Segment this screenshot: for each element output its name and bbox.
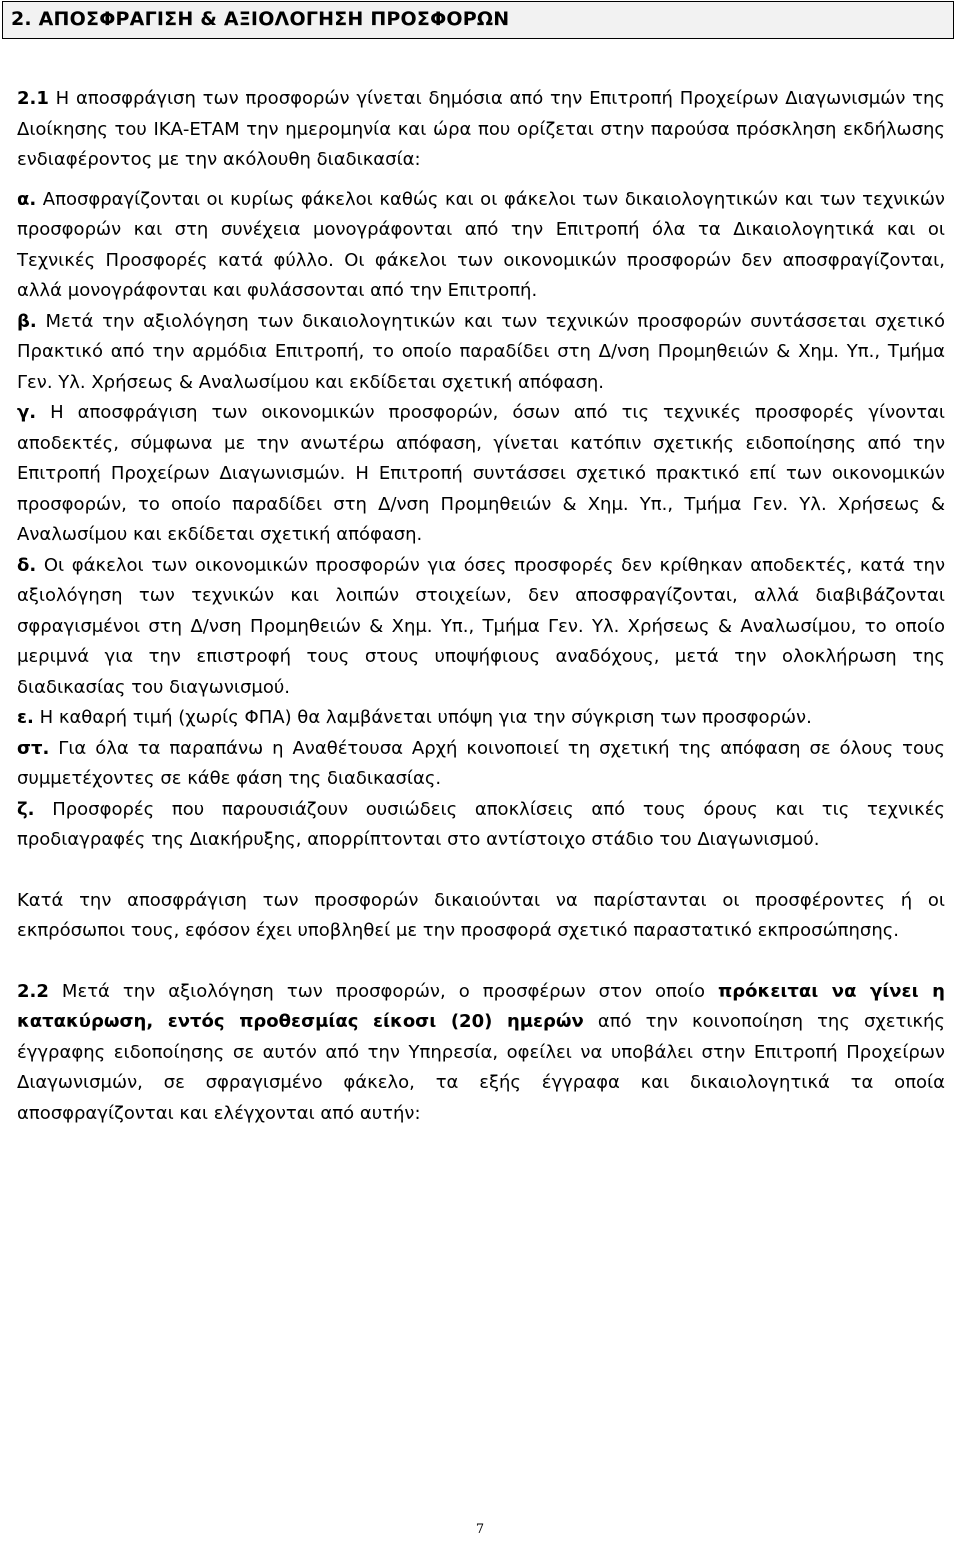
item-text: Η καθαρή τιμή (χωρίς ΦΠΑ) θα λαμβάνεται υπόψη για την σύγκριση των προσφορών.: [33, 707, 812, 728]
document-body: [17, 84, 945, 1129]
item-label: δ.: [17, 554, 37, 576]
item-text: Για όλα τα παραπάνω η Αναθέτουσα Αρχή κοινοποιεί τη σχετική της απόφαση σε όλους τους συμμετέχοντες σε κάθε φάση της διαδικασίας.: [17, 737, 945, 789]
paragraph-bold-text: πρόκειται να γίνει η κατακύρωση, εντός προθεσμίας είκοσι (20) ημερών: [17, 980, 945, 1032]
item-text: Μετά την αξιολόγηση των δικαιολογητικών και των τεχνικών προσφορών συντάσσεται σχετικό Πρακτικό από την αρμόδια Επιτροπή, το οποίο παραδίδει στη Δ/νση Προμηθειών & Χημ. Υπ., Τμήμα Γεν. Υλ. Χρήσεως & Αναλωσίμου και εκδίδεται σχετική απόφαση.: [17, 310, 945, 393]
item-label: ζ.: [17, 798, 35, 820]
page-number: 7: [475, 1522, 485, 1537]
list-item-a: [17, 185, 945, 307]
paragraph-number: 2.1: [17, 88, 49, 109]
paragraph-text-after: από την κοινοποίηση της σχετικής έγγραφης ειδοποίησης σε αυτόν από την Υπηρεσία, οφείλει να υποβάλει στην Επιτροπή Προχείρων Διαγωνισμών, σε σφραγισμένο φάκελο, τα εξής έγγραφα και δικαιολογητικά τα οποία αποσφραγίζονται και ελέγχονται από αυτήν:: [17, 1011, 945, 1124]
item-text: Αποσφραγίζονται οι κυρίως φάκελοι καθώς και οι φάκελοι των δικαιολογητικών και των τεχνικών προσφορών και στη συνέχεια μονογράφονται από την Επιτροπή όλα τα Δικαιολογητικά και οι Τεχνικές Προσφορές κατά φύλλο. Οι φάκελοι των οικονομικών προσφορών δεν αποσφραγίζονται, αλλά μονογράφονται και φυλάσσονται από την Επιτροπή.: [17, 188, 945, 301]
list-item-c: [17, 398, 945, 551]
list-item-z: [17, 795, 945, 856]
item-text: Προσφορές που παρουσιάζουν ουσιώδεις αποκλίσεις από τους όρους και τις τεχνικές προδιαγραφές της Διακήρυξης, απορρίπτονται στο αντίστοιχο στάδιο του Διαγωνισμού.: [17, 798, 945, 850]
item-label: γ.: [17, 402, 37, 423]
item-label: α.: [17, 188, 37, 210]
paragraph-2-2: [17, 977, 945, 1130]
list-item-d: [17, 551, 945, 704]
paragraph-number: 2.2: [17, 980, 49, 1002]
paragraph-text-before: Μετά την αξιολόγηση των προσφορών, ο προσφέρων στον οποίο: [48, 980, 719, 1002]
paragraph-2-1: [17, 84, 945, 176]
item-label: ε.: [17, 707, 34, 728]
section-title: 2. ΑΠΟΣΦΡΑΓΙΣΗ & ΑΞΙΟΛΟΓΗΣΗ ΠΡΟΣΦΟΡΩΝ: [11, 8, 510, 30]
paragraph-text: Η αποσφράγιση των προσφορών γίνεται δημόσια από την Επιτροπή Προχείρων Διαγωνισμών της Διοίκησης του ΙΚΑ-ΕΤΑΜ την ημερομηνία και ώρα που ορίζεται στην παρούσα πρόσκληση εκδήλωσης ενδιαφέροντος με την ακόλουθη διαδικασία:: [17, 88, 945, 170]
item-label: β.: [17, 310, 37, 332]
list-item-st: [17, 734, 945, 795]
item-label: στ.: [17, 737, 50, 759]
attendance-paragraph: Κατά την αποσφράγιση των προσφορών δικαιούνται να παρίστανται οι προσφέροντες ή οι εκπρόσωποι τους, εφόσον έχει υποβληθεί με την προσφορά σχετικό παραστατικό εκπροσώπησης.: [17, 889, 945, 941]
list-item-e: [17, 703, 945, 734]
item-text: Οι φάκελοι των οικονομικών προσφορών για όσες προσφορές δεν κρίθηκαν αποδεκτές, κατά την αξιολόγηση των τεχνικών και λοιπών στοιχείων, δεν αποσφραγίζονται, αλλά διαβιβάζονται σφραγισμένοι στη Δ/νση Προμηθειών & Χημ. Υπ., Τμήμα Γεν. Υλ. Χρήσεως & Αναλωσίμου, το οποίο μεριμνά για την επιστροφή τους στους υποψήφιους αναδόχους, μετά την ολοκλήρωση της διαδικασίας του διαγωνισμού.: [17, 554, 945, 698]
item-text: Η αποσφράγιση των οικονομικών προσφορών, όσων από τις τεχνικές προσφορές γίνονται αποδεκτές, σύμφωνα με την ανωτέρω απόφαση, γίνεται κατόπιν σχετικής ειδοποίησης από την Επιτροπή Προχείρων Διαγωνισμών. Η Επιτροπή συντάσσει σχετικό πρακτικό επί των οικονομικών προσφορών, το οποίο παραδίδει στη Δ/νση Προμηθειών & Χημ. Υπ., Τμήμα Γεν. Υλ. Χρήσεως & Αναλωσίμου και εκδίδεται σχετική απόφαση.: [17, 402, 945, 545]
section-header: [2, 1, 954, 39]
list-item-b: [17, 307, 945, 399]
